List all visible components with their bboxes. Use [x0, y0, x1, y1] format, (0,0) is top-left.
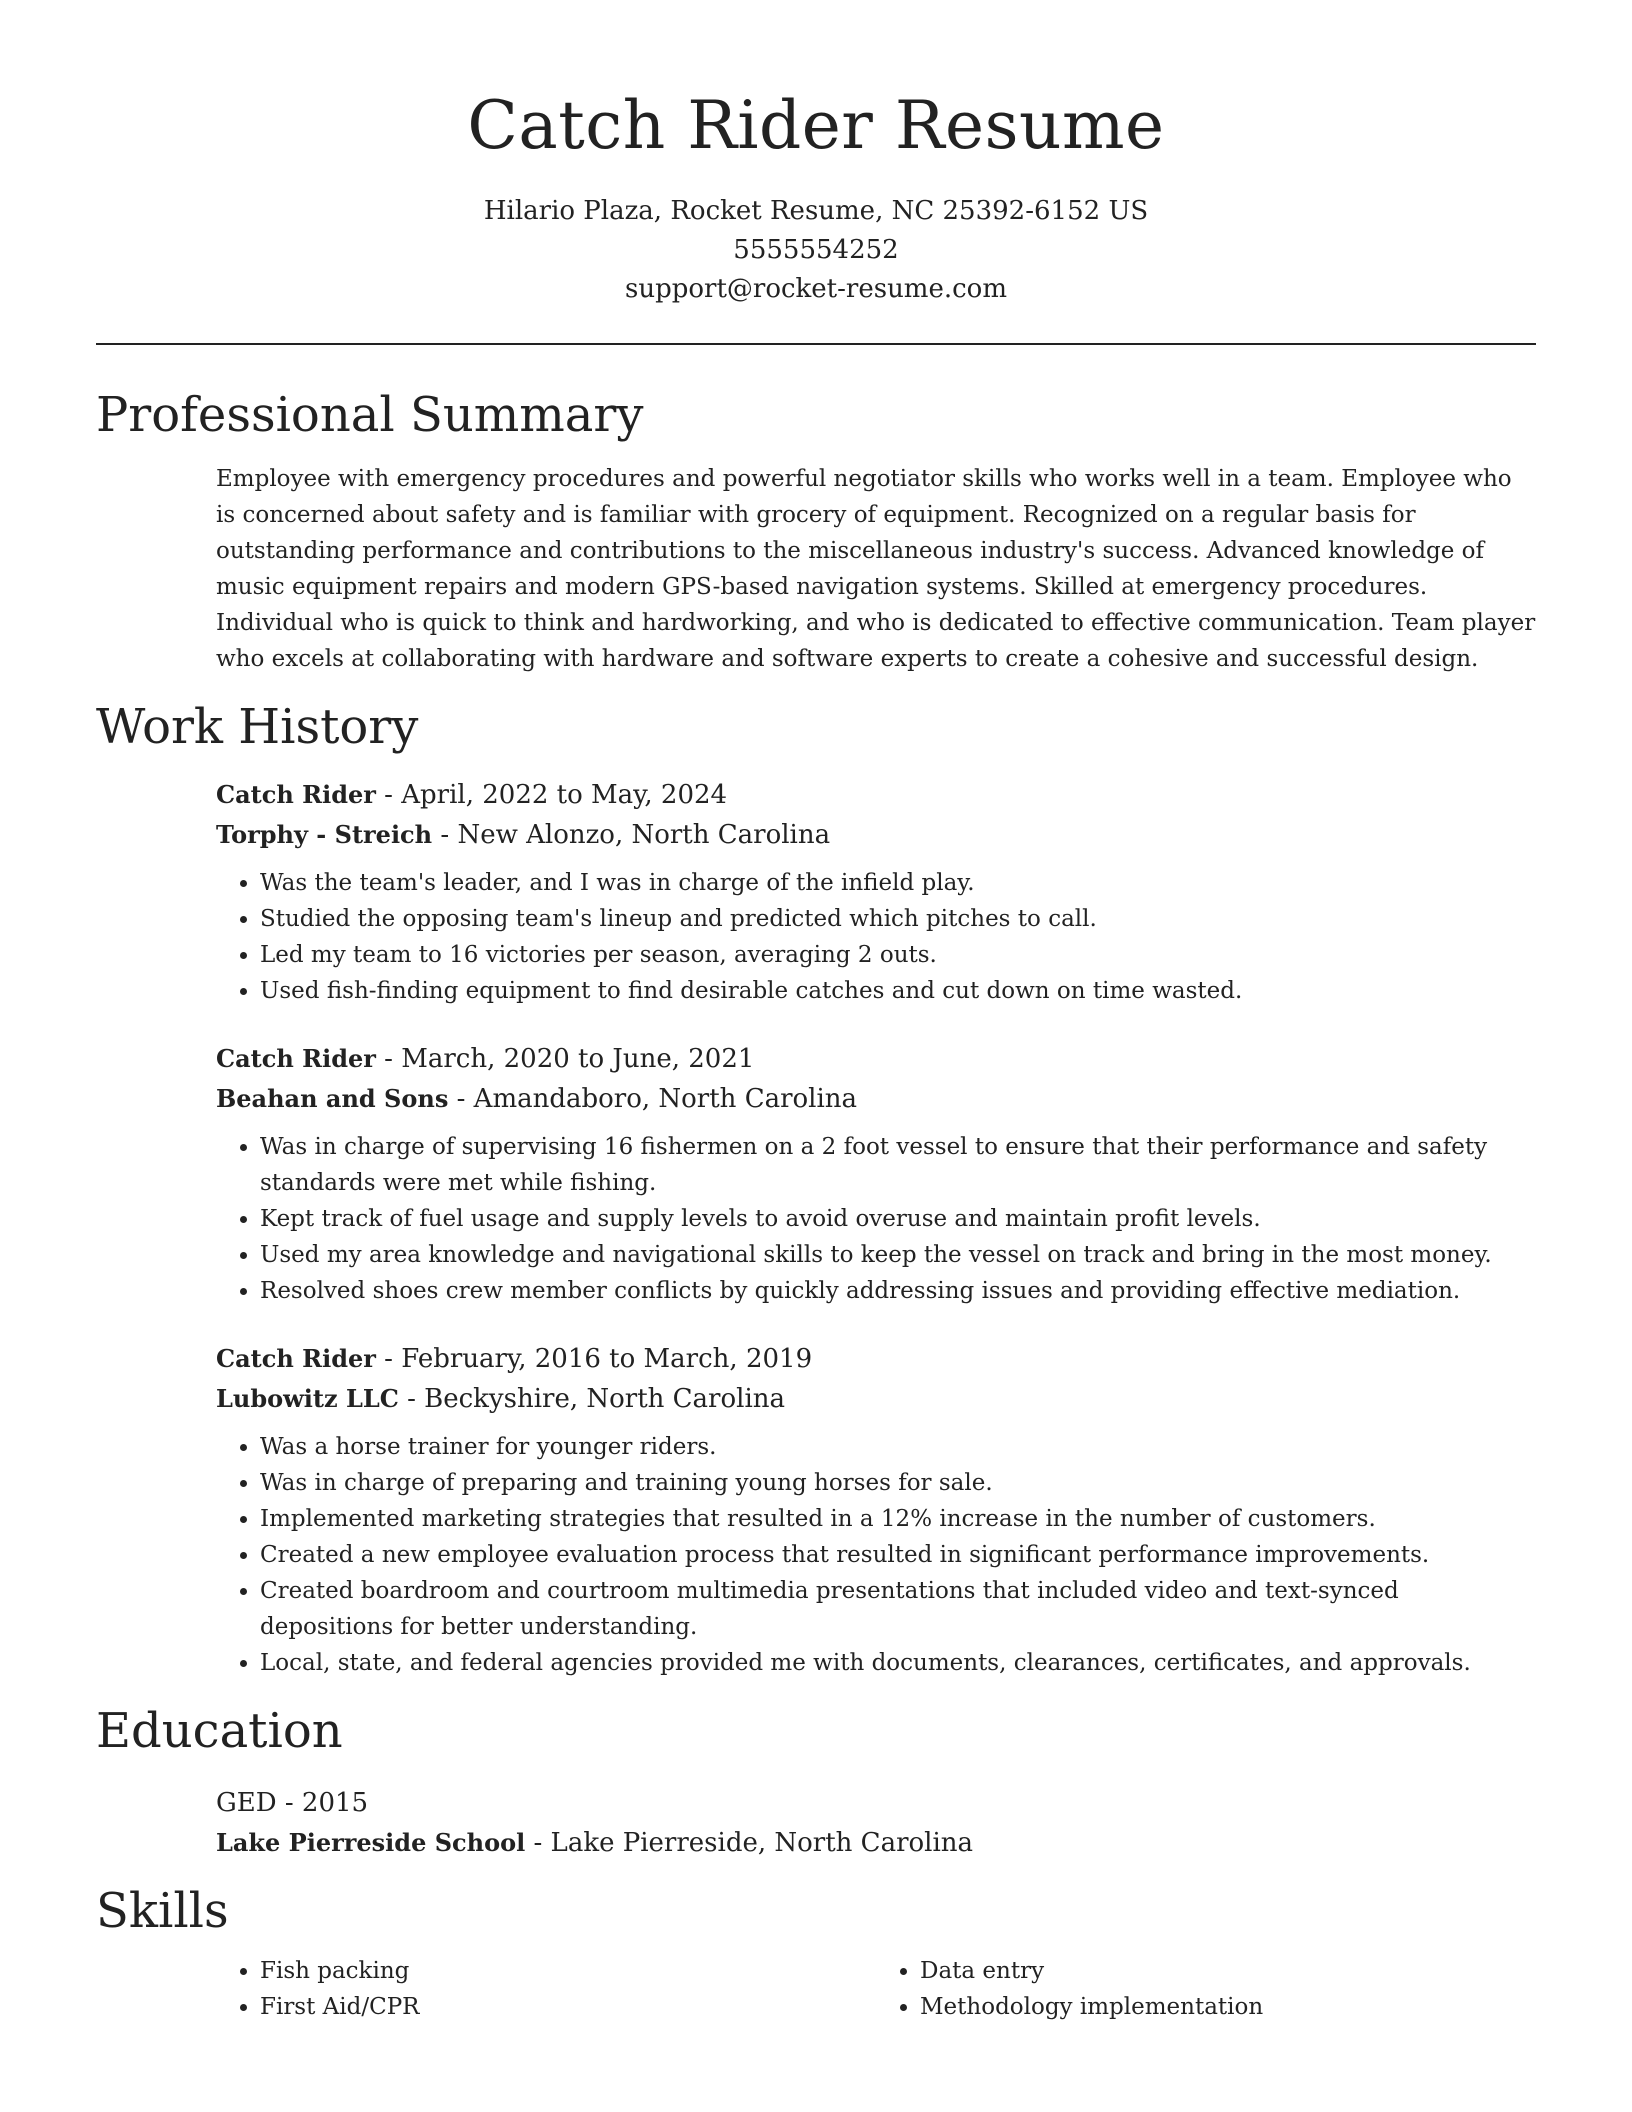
job-title-line — [216, 1039, 1536, 1079]
skills-grid — [216, 1953, 1536, 2025]
job-bullet: • Led my team to 16 victories per season, averaging 2 outs. — [260, 937, 1536, 973]
contact-email: support@rocket-resume.com — [624, 274, 1007, 304]
work-history-section — [96, 697, 1536, 1681]
job-entry — [216, 1339, 1536, 1681]
education-school: Lake Pierreside School — [216, 1828, 526, 1857]
job-bullet: • Resolved shoes crew member conflicts by quickly addressing issues and providing effective mediation. — [260, 1273, 1536, 1309]
education-school-line — [216, 1823, 1536, 1863]
job-role: Catch Rider — [216, 1344, 376, 1373]
education-heading: Education — [96, 1703, 343, 1759]
job-bullets — [216, 865, 1536, 1009]
skill-item: • First Aid/CPR — [260, 1989, 876, 2025]
summary-section — [96, 385, 1536, 677]
job-title-line — [216, 1339, 1536, 1379]
contact-address: Hilario Plaza, Rocket Resume, NC 25392-6152 US — [483, 196, 1149, 226]
skills-section — [96, 1881, 1536, 2025]
job-dates: - March, 2020 to June, 2021 — [375, 1044, 755, 1074]
work-history-heading: Work History — [96, 699, 419, 755]
job-bullet: • Implemented marketing strategies that resulted in a 12% increase in the number of customers. — [260, 1501, 1536, 1537]
job-bullets — [216, 1129, 1536, 1309]
job-bullet: • Was a horse trainer for younger riders. — [260, 1429, 1536, 1465]
job-dates: - April, 2022 to May, 2024 — [375, 780, 728, 810]
education-degree: GED — [216, 1788, 277, 1818]
job-role: Catch Rider — [216, 1044, 376, 1073]
resume-title: Catch Rider Resume — [467, 87, 1165, 164]
job-entry — [216, 775, 1536, 1009]
job-company-line — [216, 1379, 1536, 1419]
summary-text: Employee with emergency procedures and powerful negotiator skills who works well in a team. Employee who is concerned about safety and is familiar with grocery of equipment. Recognized on a regular basis for outstanding performance and contributions to the miscellaneous industry's success. Advanced knowledge of music equipment repairs and modern GPS-based navigation systems. Skilled at emergency procedures. Individual who is quick to think and hardworking, and who is dedicated to effective communication. Team player who excels at collaborating with hardware and software experts to create a cohesive and successful design. — [216, 466, 1536, 672]
job-bullet: • Created boardroom and courtroom multimedia presentations that included video and text-synced depositions for better understanding. — [260, 1573, 1536, 1645]
job-bullet: • Used fish-finding equipment to find desirable catches and cut down on time wasted. — [260, 973, 1536, 1009]
contact-block — [96, 192, 1536, 309]
job-title-line — [216, 775, 1536, 815]
education-section — [96, 1701, 1536, 1863]
header-divider — [96, 343, 1536, 345]
skill-item: • Methodology implementation — [920, 1989, 1536, 2025]
skill-item: • Fish packing — [260, 1953, 876, 1989]
job-bullet: • Was the team's leader, and I was in charge of the infield play. — [260, 865, 1536, 901]
resume-page — [96, 0, 1536, 2025]
job-bullet: • Used my area knowledge and navigational skills to keep the vessel on track and bring in the most money. — [260, 1237, 1536, 1273]
skill-item: • Data entry — [920, 1953, 1536, 1989]
summary-heading: Professional Summary — [96, 387, 644, 443]
skills-heading: Skills — [96, 1883, 229, 1939]
job-bullet: • Was in charge of preparing and training young horses for sale. — [260, 1465, 1536, 1501]
job-bullets — [216, 1429, 1536, 1681]
skills-column-left — [216, 1953, 876, 2025]
job-bullet: • Kept track of fuel usage and supply levels to avoid overuse and maintain profit levels. — [260, 1201, 1536, 1237]
job-company: Beahan and Sons — [216, 1084, 449, 1113]
job-bullet: • Studied the opposing team's lineup and predicted which pitches to call. — [260, 901, 1536, 937]
education-entry — [216, 1783, 1536, 1863]
job-location: - Amandaboro, North Carolina — [448, 1084, 858, 1114]
job-dates: - February, 2016 to March, 2019 — [375, 1344, 813, 1374]
job-company-line — [216, 1079, 1536, 1119]
job-company: Torphy - Streich — [216, 820, 433, 849]
education-degree-line — [216, 1783, 1536, 1823]
job-entry — [216, 1039, 1536, 1309]
job-bullet: • Local, state, and federal agencies provided me with documents, clearances, certificates, and approvals. — [260, 1645, 1536, 1681]
job-location: - New Alonzo, North Carolina — [432, 820, 831, 850]
job-location: - Beckyshire, North Carolina — [398, 1384, 786, 1414]
education-year: - 2015 — [276, 1788, 369, 1818]
job-bullet: • Was in charge of supervising 16 fishermen on a 2 foot vessel to ensure that their performance and safety standards were met while fishing. — [260, 1129, 1536, 1201]
job-role: Catch Rider — [216, 780, 376, 809]
skills-column-right — [876, 1953, 1536, 2025]
job-company: Lubowitz LLC — [216, 1384, 399, 1413]
job-bullet: • Created a new employee evaluation process that resulted in significant performance improvements. — [260, 1537, 1536, 1573]
contact-phone: 5555554252 — [733, 235, 899, 265]
job-company-line — [216, 815, 1536, 855]
education-location: - Lake Pierreside, North Carolina — [525, 1828, 974, 1858]
